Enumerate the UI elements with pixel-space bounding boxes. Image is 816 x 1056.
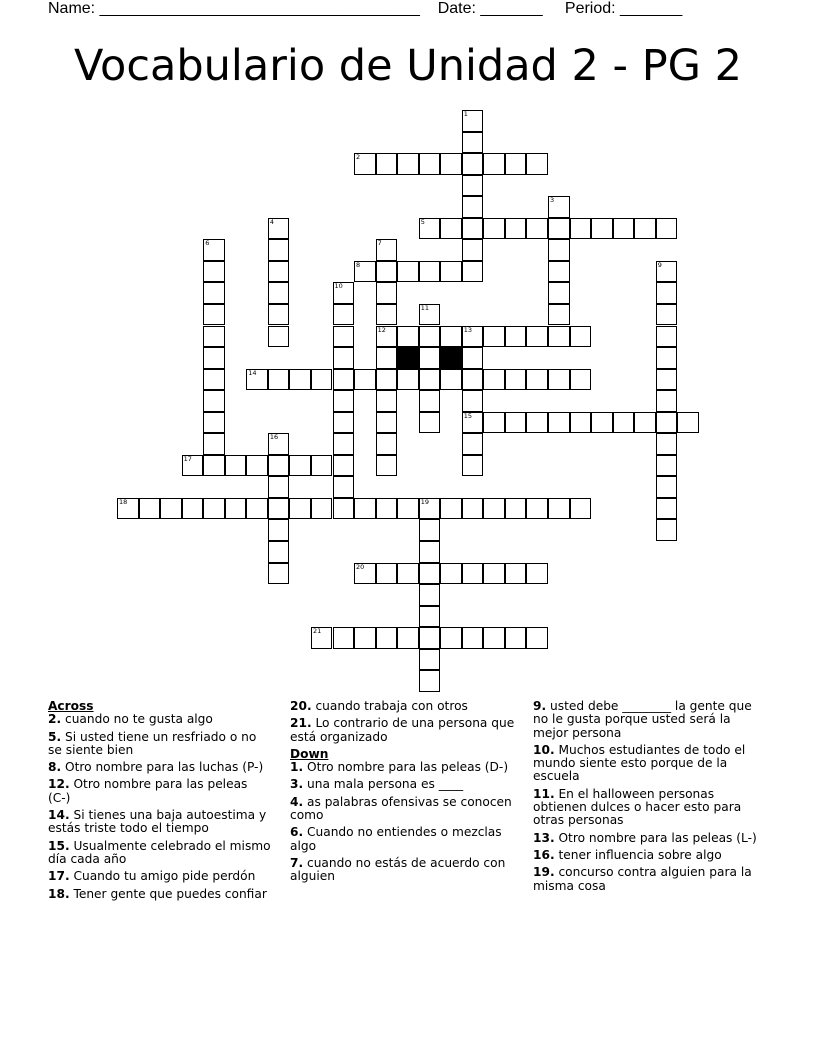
crossword-cell[interactable] bbox=[376, 455, 398, 477]
crossword-cell[interactable] bbox=[483, 218, 505, 240]
crossword-cell[interactable] bbox=[570, 412, 592, 434]
crossword-cell[interactable] bbox=[526, 369, 548, 391]
crossword-cell[interactable] bbox=[268, 239, 290, 261]
crossword-cell[interactable] bbox=[462, 390, 484, 412]
crossword-cell[interactable] bbox=[419, 498, 441, 520]
crossword-cell[interactable] bbox=[656, 347, 678, 369]
crossword-cell[interactable] bbox=[160, 498, 182, 520]
down-clue-13 bbox=[533, 832, 763, 845]
crossword-cell[interactable] bbox=[376, 369, 398, 391]
crossword-cell[interactable] bbox=[268, 282, 290, 304]
crossword-cell[interactable] bbox=[397, 563, 419, 585]
crossword-cell[interactable] bbox=[591, 412, 613, 434]
clue-number: 4. bbox=[290, 794, 304, 809]
crossword-cell[interactable] bbox=[333, 455, 355, 477]
crossword-cell[interactable] bbox=[505, 563, 527, 585]
crossword-cell[interactable] bbox=[462, 239, 484, 261]
crossword-cell[interactable] bbox=[483, 153, 505, 175]
clue-number: 15. bbox=[48, 838, 70, 853]
crossword-cell[interactable] bbox=[419, 153, 441, 175]
crossword-cell[interactable] bbox=[354, 153, 376, 175]
crossword-cell[interactable] bbox=[397, 498, 419, 520]
clue-text: cuando no te gusta algo bbox=[61, 712, 213, 727]
clue-text: Otro nombre para las luchas (P-) bbox=[61, 760, 264, 775]
crossword-cell[interactable] bbox=[268, 261, 290, 283]
crossword-cell[interactable] bbox=[570, 218, 592, 240]
crossword-cell[interactable] bbox=[268, 519, 290, 541]
clue-number: 16. bbox=[533, 847, 555, 862]
cell-number: 18 bbox=[119, 497, 128, 506]
down-heading: Down bbox=[290, 746, 329, 761]
crossword-cell[interactable] bbox=[333, 369, 355, 391]
crossword-cell[interactable] bbox=[182, 498, 204, 520]
crossword-cell[interactable] bbox=[656, 498, 678, 520]
cell-number: 20 bbox=[356, 562, 365, 571]
clues-column-2 bbox=[290, 700, 515, 888]
cell-number: 2 bbox=[356, 153, 361, 162]
crossword-cell[interactable] bbox=[505, 369, 527, 391]
crossword-cell[interactable] bbox=[311, 455, 333, 477]
crossword-cell[interactable] bbox=[203, 282, 225, 304]
crossword-cell[interactable] bbox=[203, 326, 225, 348]
across-clue-14 bbox=[48, 809, 273, 836]
crossword-cell[interactable] bbox=[203, 347, 225, 369]
crossword-cell[interactable] bbox=[311, 627, 333, 649]
crossword-cell[interactable] bbox=[548, 498, 570, 520]
crossword-cell[interactable] bbox=[376, 153, 398, 175]
crossword-cell[interactable] bbox=[268, 455, 290, 477]
crossword-cell[interactable] bbox=[333, 282, 355, 304]
crossword-cell[interactable] bbox=[376, 498, 398, 520]
crossword-cell[interactable] bbox=[462, 498, 484, 520]
crossword-cell[interactable] bbox=[483, 498, 505, 520]
crossword-cell[interactable] bbox=[462, 563, 484, 585]
crossword-cell[interactable] bbox=[462, 412, 484, 434]
cell-number: 8 bbox=[356, 260, 361, 269]
crossword-cell[interactable] bbox=[376, 326, 398, 348]
crossword-cell[interactable] bbox=[397, 627, 419, 649]
crossword-cell[interactable] bbox=[419, 606, 441, 628]
crossword-cell[interactable] bbox=[376, 347, 398, 369]
crossword-cell[interactable] bbox=[548, 304, 570, 326]
crossword-cell[interactable] bbox=[656, 261, 678, 283]
crossword-cell[interactable] bbox=[462, 153, 484, 175]
crossword-cell[interactable] bbox=[397, 153, 419, 175]
crossword-cell[interactable] bbox=[505, 218, 527, 240]
crossword-cell[interactable] bbox=[548, 261, 570, 283]
crossword-cell[interactable] bbox=[656, 412, 678, 434]
crossword-cell[interactable] bbox=[526, 498, 548, 520]
crossword-cell[interactable] bbox=[613, 218, 635, 240]
down-clue-4 bbox=[290, 796, 515, 823]
clue-text: una mala persona es ____ bbox=[303, 777, 464, 792]
down-clue-10 bbox=[533, 744, 763, 784]
clue-number: 13. bbox=[533, 830, 555, 845]
crossword-cell[interactable] bbox=[462, 326, 484, 348]
clue-text: cuando trabaja con otros bbox=[311, 699, 468, 713]
crossword-cell[interactable] bbox=[526, 326, 548, 348]
crossword-cell[interactable] bbox=[246, 498, 268, 520]
crossword-cell[interactable] bbox=[203, 498, 225, 520]
crossword-cell[interactable] bbox=[656, 390, 678, 412]
crossword-cell[interactable] bbox=[440, 563, 462, 585]
clue-text: Usualmente celebrado el mismo día cada año bbox=[48, 838, 271, 866]
crossword-cell[interactable] bbox=[268, 476, 290, 498]
cell-number: 6 bbox=[205, 239, 210, 248]
crossword-cell[interactable] bbox=[311, 369, 333, 391]
crossword-cell[interactable] bbox=[268, 541, 290, 563]
crossword-cell[interactable] bbox=[505, 326, 527, 348]
crossword-cell[interactable] bbox=[333, 498, 355, 520]
across-clue-15 bbox=[48, 840, 273, 867]
crossword-cell[interactable] bbox=[268, 563, 290, 585]
crossword-cell[interactable] bbox=[376, 304, 398, 326]
crossword-cell[interactable] bbox=[203, 390, 225, 412]
crossword-cell[interactable] bbox=[333, 390, 355, 412]
crossword-cell[interactable] bbox=[419, 304, 441, 326]
crossword-cell[interactable] bbox=[483, 369, 505, 391]
crossword-cell[interactable] bbox=[182, 455, 204, 477]
crossword-cell[interactable] bbox=[268, 326, 290, 348]
clue-text: Muchos estudiantes de todo el mundo siente esto porque de la escuela bbox=[533, 742, 746, 784]
across-clue-21 bbox=[290, 717, 515, 744]
crossword-cell[interactable] bbox=[483, 563, 505, 585]
down-clue-3 bbox=[290, 778, 515, 791]
crossword-cell[interactable] bbox=[419, 541, 441, 563]
crossword-cell[interactable] bbox=[268, 369, 290, 391]
crossword-cell[interactable] bbox=[462, 455, 484, 477]
down-clue-11 bbox=[533, 788, 763, 828]
down-clue-7 bbox=[290, 857, 515, 884]
crossword-cell[interactable] bbox=[376, 563, 398, 585]
black-cell bbox=[397, 347, 419, 369]
clue-text: Otro nombre para las peleas (C-) bbox=[48, 777, 248, 805]
crossword-cell[interactable] bbox=[419, 218, 441, 240]
crossword-cell[interactable] bbox=[526, 218, 548, 240]
crossword-cell[interactable] bbox=[548, 282, 570, 304]
clue-text: Otro nombre para las peleas (D-) bbox=[303, 760, 509, 775]
crossword-cell[interactable] bbox=[376, 627, 398, 649]
clue-number: 8. bbox=[48, 760, 62, 775]
crossword-cell[interactable] bbox=[505, 627, 527, 649]
name-date-period-line: Name: ____________________________________ Date: _______ Period: _______ bbox=[48, 0, 683, 17]
crossword-cell[interactable] bbox=[656, 282, 678, 304]
down-clue-1 bbox=[290, 761, 515, 774]
clue-number: 9. bbox=[533, 699, 547, 713]
cell-number: 11 bbox=[420, 303, 429, 312]
crossword-cell[interactable] bbox=[505, 412, 527, 434]
crossword-cell[interactable] bbox=[419, 326, 441, 348]
crossword-cell[interactable] bbox=[548, 239, 570, 261]
clue-text: Si usted tiene un resfriado o no se siente bien bbox=[48, 729, 257, 757]
crossword-cell[interactable] bbox=[397, 326, 419, 348]
crossword-cell[interactable] bbox=[548, 369, 570, 391]
crossword-cell[interactable] bbox=[440, 218, 462, 240]
clue-text: Cuando tu amigo pide perdón bbox=[69, 869, 256, 884]
cell-number: 13 bbox=[463, 325, 473, 334]
cell-number: 7 bbox=[377, 239, 382, 248]
crossword-cell[interactable] bbox=[203, 455, 225, 477]
crossword-cell[interactable] bbox=[268, 218, 290, 240]
across-clue-8 bbox=[48, 761, 273, 774]
clue-number: 7. bbox=[290, 855, 304, 870]
down-clue-9 bbox=[533, 700, 763, 740]
crossword-cell[interactable] bbox=[354, 261, 376, 283]
crossword-cell[interactable] bbox=[634, 412, 656, 434]
crossword-cell[interactable] bbox=[376, 239, 398, 261]
crossword-cell[interactable] bbox=[483, 627, 505, 649]
clue-text: tener influencia sobre algo bbox=[554, 847, 722, 862]
crossword-cell[interactable] bbox=[419, 670, 441, 692]
down-clue-19 bbox=[533, 866, 763, 893]
clues-column-3 bbox=[533, 700, 763, 897]
clue-text: Cuando no entiendes o mezclas algo bbox=[290, 825, 502, 853]
crossword-cell[interactable] bbox=[656, 304, 678, 326]
cell-number: 4 bbox=[269, 217, 274, 226]
crossword-cell[interactable] bbox=[548, 218, 570, 240]
cell-number: 9 bbox=[657, 260, 662, 269]
crossword-cell[interactable] bbox=[203, 412, 225, 434]
crossword-cell[interactable] bbox=[570, 369, 592, 391]
down-clue-6 bbox=[290, 826, 515, 853]
crossword-cell[interactable] bbox=[526, 412, 548, 434]
crossword-cell[interactable] bbox=[333, 627, 355, 649]
crossword-cell[interactable] bbox=[376, 412, 398, 434]
crossword-cell[interactable] bbox=[656, 369, 678, 391]
crossword-cell[interactable] bbox=[419, 390, 441, 412]
crossword-cell[interactable] bbox=[139, 498, 161, 520]
clue-text: concurso contra alguien para la misma cosa bbox=[533, 865, 752, 893]
cell-number: 1 bbox=[463, 110, 468, 118]
clue-text: usted debe ________ la gente que no le gusta porque usted será la mejor persona bbox=[533, 699, 752, 740]
cell-number: 15 bbox=[463, 411, 473, 420]
cell-number: 5 bbox=[420, 217, 425, 226]
crossword-cell[interactable] bbox=[419, 412, 441, 434]
crossword-cell[interactable] bbox=[462, 369, 484, 391]
crossword-cell[interactable] bbox=[656, 326, 678, 348]
crossword-cell[interactable] bbox=[289, 369, 311, 391]
crossword-cell[interactable] bbox=[376, 261, 398, 283]
crossword-cell[interactable] bbox=[225, 498, 247, 520]
crossword-cell[interactable] bbox=[440, 153, 462, 175]
cell-number: 12 bbox=[377, 325, 386, 334]
clues-column-1 bbox=[48, 700, 273, 905]
clue-number: 20. bbox=[290, 699, 312, 713]
clue-number: 21. bbox=[290, 716, 312, 731]
down-clue-16 bbox=[533, 849, 763, 862]
crossword-cell[interactable] bbox=[570, 326, 592, 348]
crossword-cell[interactable] bbox=[440, 326, 462, 348]
crossword-cell[interactable] bbox=[440, 369, 462, 391]
crossword-cell[interactable] bbox=[419, 261, 441, 283]
crossword-cell[interactable] bbox=[462, 218, 484, 240]
crossword-cell[interactable] bbox=[462, 261, 484, 283]
crossword-cell[interactable] bbox=[203, 239, 225, 261]
crossword-cell[interactable] bbox=[203, 433, 225, 455]
crossword-cell[interactable] bbox=[203, 261, 225, 283]
crossword-cell[interactable] bbox=[419, 627, 441, 649]
crossword-cell[interactable] bbox=[462, 175, 484, 197]
across-clue-17 bbox=[48, 870, 273, 883]
crossword-cell[interactable] bbox=[419, 347, 441, 369]
clue-number: 17. bbox=[48, 869, 70, 884]
crossword-cell[interactable] bbox=[505, 153, 527, 175]
crossword-cell[interactable] bbox=[419, 584, 441, 606]
crossword-cell[interactable] bbox=[526, 153, 548, 175]
crossword-cell[interactable] bbox=[462, 627, 484, 649]
clue-number: 6. bbox=[290, 825, 304, 840]
clue-number: 3. bbox=[290, 777, 304, 792]
crossword-cell[interactable] bbox=[289, 455, 311, 477]
crossword-cell[interactable] bbox=[440, 498, 462, 520]
cell-number: 19 bbox=[420, 497, 429, 506]
crossword-cell[interactable] bbox=[246, 369, 268, 391]
crossword-cell[interactable] bbox=[548, 412, 570, 434]
crossword-cell[interactable] bbox=[613, 412, 635, 434]
crossword-cell[interactable] bbox=[526, 563, 548, 585]
across-clue-2 bbox=[48, 713, 273, 726]
crossword-cell[interactable] bbox=[246, 455, 268, 477]
clue-text: Si tienes una baja autoestima y estás triste todo el tiempo bbox=[48, 808, 267, 836]
across-clue-5 bbox=[48, 731, 273, 758]
across-clue-12 bbox=[48, 778, 273, 805]
crossword-cell[interactable] bbox=[462, 110, 484, 132]
crossword-cell[interactable] bbox=[462, 347, 484, 369]
crossword-cell[interactable] bbox=[656, 218, 678, 240]
crossword-cell[interactable] bbox=[462, 433, 484, 455]
clue-number: 10. bbox=[533, 742, 555, 757]
crossword-cell[interactable] bbox=[440, 627, 462, 649]
clue-text: Lo contrario de una persona que está organizado bbox=[290, 716, 515, 744]
crossword-cell[interactable] bbox=[591, 218, 613, 240]
clue-number: 18. bbox=[48, 886, 70, 901]
cell-number: 14 bbox=[248, 368, 257, 377]
crossword-cell[interactable] bbox=[548, 326, 570, 348]
crossword-cell[interactable] bbox=[333, 347, 355, 369]
crossword-cell[interactable] bbox=[333, 476, 355, 498]
clue-number: 14. bbox=[48, 808, 70, 823]
crossword-cell[interactable] bbox=[289, 498, 311, 520]
crossword-cell[interactable] bbox=[397, 261, 419, 283]
crossword-cell[interactable] bbox=[677, 412, 699, 434]
clue-number: 19. bbox=[533, 865, 555, 880]
clue-text: as palabras ofensivas se conocen como bbox=[290, 794, 512, 823]
crossword-cell[interactable] bbox=[462, 196, 484, 218]
crossword-cell[interactable] bbox=[268, 433, 290, 455]
crossword-cell[interactable] bbox=[225, 455, 247, 477]
crossword-cell[interactable] bbox=[376, 282, 398, 304]
crossword-cell[interactable] bbox=[419, 649, 441, 671]
cell-number: 21 bbox=[312, 627, 322, 636]
crossword-cell[interactable] bbox=[117, 498, 139, 520]
crossword-cell[interactable] bbox=[354, 563, 376, 585]
clue-text: Otro nombre para las peleas (L-) bbox=[554, 830, 757, 845]
crossword-cell[interactable] bbox=[505, 498, 527, 520]
clue-number: 2. bbox=[48, 712, 62, 727]
crossword-cell[interactable] bbox=[354, 627, 376, 649]
crossword-cell[interactable] bbox=[376, 433, 398, 455]
crossword-cell[interactable] bbox=[656, 433, 678, 455]
page-title: Vocabulario de Unidad 2 - PG 2 bbox=[73, 41, 742, 91]
black-cell bbox=[440, 347, 462, 369]
cell-number: 3 bbox=[550, 196, 555, 205]
crossword-cell[interactable] bbox=[440, 261, 462, 283]
crossword-cell[interactable] bbox=[483, 326, 505, 348]
clue-number: 11. bbox=[533, 786, 555, 801]
clue-text: cuando no estás de acuerdo con alguien bbox=[290, 855, 506, 884]
crossword-cell[interactable] bbox=[634, 218, 656, 240]
crossword-cell[interactable] bbox=[268, 498, 290, 520]
crossword-cell[interactable] bbox=[419, 519, 441, 541]
crossword-cell[interactable] bbox=[462, 132, 484, 154]
crossword-cell[interactable] bbox=[656, 455, 678, 477]
cell-number: 17 bbox=[183, 454, 192, 463]
crossword-cell[interactable] bbox=[656, 519, 678, 541]
crossword-cell[interactable] bbox=[311, 498, 333, 520]
crossword-cell[interactable] bbox=[333, 304, 355, 326]
crossword-cell[interactable] bbox=[397, 369, 419, 391]
across-heading: Across bbox=[48, 699, 94, 713]
cell-number: 16 bbox=[269, 433, 279, 442]
crossword-cell[interactable] bbox=[483, 412, 505, 434]
crossword-cell[interactable] bbox=[548, 196, 570, 218]
crossword-cell[interactable] bbox=[354, 498, 376, 520]
crossword-cell[interactable] bbox=[376, 390, 398, 412]
crossword-cell[interactable] bbox=[268, 304, 290, 326]
crossword-cell[interactable] bbox=[203, 369, 225, 391]
clue-text: En el halloween personas obtienen dulces o hacer esto para otras personas bbox=[533, 786, 742, 828]
crossword-cell[interactable] bbox=[203, 304, 225, 326]
crossword-cell[interactable] bbox=[656, 476, 678, 498]
clue-number: 5. bbox=[48, 729, 62, 744]
clue-number: 12. bbox=[48, 777, 70, 792]
crossword-cell[interactable] bbox=[419, 563, 441, 585]
crossword-cell[interactable] bbox=[333, 326, 355, 348]
across-clue-18 bbox=[48, 888, 273, 901]
clue-number: 1. bbox=[290, 760, 304, 775]
crossword-cell[interactable] bbox=[333, 433, 355, 455]
crossword-cell[interactable] bbox=[570, 498, 592, 520]
crossword-cell[interactable] bbox=[526, 627, 548, 649]
across-clue-20 bbox=[290, 700, 515, 713]
cell-number: 10 bbox=[334, 282, 343, 291]
crossword-cell[interactable] bbox=[333, 412, 355, 434]
crossword-cell[interactable] bbox=[354, 369, 376, 391]
crossword-cell[interactable] bbox=[419, 369, 441, 391]
clue-text: Tener gente que puedes confiar bbox=[69, 886, 267, 901]
